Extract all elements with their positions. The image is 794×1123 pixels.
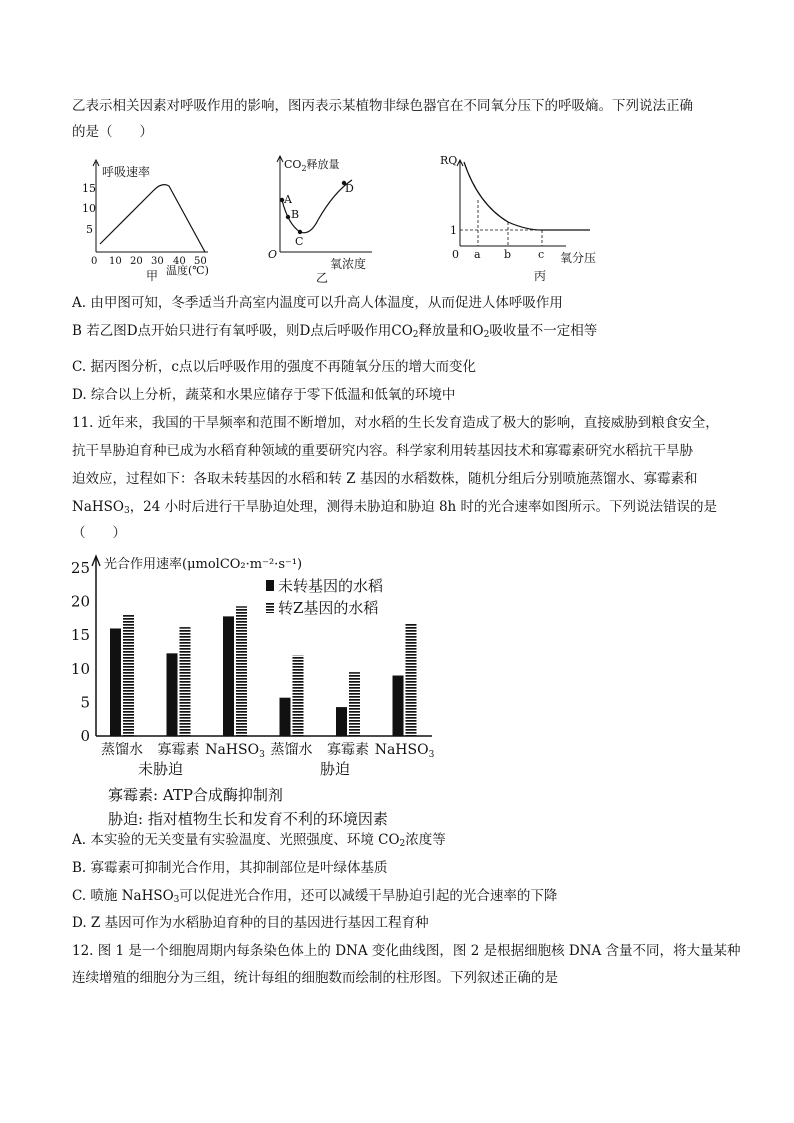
bing-one: 1: [450, 224, 457, 237]
x-category-label: 寡霉素: [157, 742, 200, 758]
y-tick-label: 15: [70, 626, 90, 645]
bar-transgenic: [236, 606, 247, 736]
jia-ytick: 5: [86, 223, 93, 236]
jia-xlabel: 温度(℃): [166, 264, 209, 277]
jia-caption: 甲: [146, 269, 159, 282]
jia-ylabel: 呼吸速率: [102, 165, 151, 179]
jia-ytick: 10: [82, 202, 96, 215]
y-tick-label: 5: [80, 693, 90, 712]
q11-stem-line4: NaHSO$_3$，24 小时后进行干旱胁迫处理，测得未胁迫和胁迫 8h 时的光合速率如图所示。下列说法错误的是: [72, 499, 718, 516]
figure-jia: [80, 152, 250, 282]
q11-stem-line5: （ ）: [72, 525, 126, 541]
figure-yi: [262, 152, 392, 287]
yi-curve: [282, 180, 352, 233]
group-label-unstressed: 未胁迫: [138, 760, 184, 778]
q11-option-d[interactable]: D. Z 基因可作为水稻胁迫育种的目的基因进行基因工程育种: [72, 915, 429, 931]
jia-xtick: 40: [173, 256, 186, 267]
bing-caption: 丙: [534, 269, 547, 283]
legend-non-transgenic: 未转基因的水稻: [278, 577, 384, 595]
bing-xtick: c: [538, 248, 545, 261]
jia-curve: [100, 185, 205, 252]
bar-non-transgenic: [167, 653, 178, 736]
figure-bing: [438, 152, 613, 287]
bing-xtick: b: [504, 248, 512, 261]
q10-option-b[interactable]: B 若乙图D点开始只进行有氧呼吸，则D点后呼吸作用$CO_2$释放量和$O_2$吸收量不一定相等: [72, 323, 598, 340]
jia-ytick: 15: [82, 182, 96, 195]
yi-ylabel: $CO_2$释放量: [284, 158, 340, 173]
bing-xlabel: 氧分压: [560, 251, 597, 265]
bing-xtick: a: [474, 248, 481, 261]
bar-transgenic: [406, 624, 417, 736]
jia-xtick: 0: [91, 256, 98, 267]
chart-note-stress: 胁迫: 指对植物生长和发育不利的环境因素: [108, 810, 388, 828]
bar-non-transgenic: [336, 707, 347, 736]
bar-transgenic: [123, 615, 134, 736]
legend-transgenic: 转Z基因的水稻: [278, 599, 379, 617]
q11-stem-line2: 抗干旱胁迫育种已成为水稻育种领域的重要研究内容。科学家利用转基因技术和寡霉素研究水稻抗干旱胁: [72, 443, 693, 459]
bar-non-transgenic: [280, 698, 291, 736]
yi-xlabel: 氧浓度: [330, 257, 367, 271]
x-category-label: NaHSO$_3$: [205, 742, 265, 760]
q10-stem-line2: 的是（ ）: [72, 124, 153, 140]
q11-option-b[interactable]: B. 寡霉素可抑制光合作用，其抑制部位是叶绿体基质: [72, 860, 388, 876]
yi-caption: 乙: [316, 271, 329, 285]
bar-non-transgenic: [223, 616, 234, 736]
q11-option-c[interactable]: C. 喷施 NaHSO$_3$可以促进光合作用，还可以减缓干旱胁迫引起的光合速率的下降: [72, 888, 558, 905]
legend-swatch-transgenic: [266, 602, 274, 613]
yi-point-b: B: [291, 208, 300, 221]
bar-transgenic: [293, 655, 304, 736]
bar-transgenic: [349, 672, 360, 736]
bar-non-transgenic: [393, 676, 404, 736]
jia-xtick: 50: [194, 256, 207, 267]
x-category-label: 蒸馏水: [101, 742, 143, 758]
y-tick-label: 25: [70, 559, 90, 577]
jia-xtick: 30: [151, 256, 164, 267]
x-category-label: NaHSO$_3$: [374, 742, 435, 760]
yi-origin: O: [268, 248, 278, 261]
x-category-label: 寡霉素: [327, 742, 369, 758]
bar-non-transgenic: [110, 628, 121, 736]
bing-ylabel: RQ: [440, 154, 458, 167]
q10-stem-line1: 乙表示相关因素对呼吸作用的影响，图丙表示某植物非绿色器官在不同氧分压下的呼吸熵。下列说法正确: [72, 98, 693, 114]
q10-option-c[interactable]: C. 据丙图分析，c点以后呼吸作用的强度不再随氧分压的增大而变化: [72, 359, 476, 375]
q12-stem-line1: 12. 图 1 是一个细胞周期内每条染色体上的 DNA 变化曲线图，图 2 是根据细胞核 DNA 含量不同，将大量某种: [72, 943, 741, 959]
bing-origin: 0: [452, 248, 459, 261]
jia-xtick: 10: [109, 256, 122, 267]
yi-point-c: C: [295, 235, 304, 248]
chart-ylabel: 光合作用速率(μmolCO₂·m⁻²·s⁻¹): [104, 557, 303, 572]
q11-option-a[interactable]: A. 本实验的无关变量有实验温度、光照强度、环境 $CO_2$浓度等: [72, 832, 446, 849]
chart-note-oligomycin: 寡霉素: ATP合成酶抑制剂: [108, 786, 283, 804]
bing-curve: [464, 162, 590, 230]
photosynthesis-bar-chart: [70, 546, 440, 830]
y-tick-label: 10: [70, 659, 90, 678]
q12-stem-line2: 连续增殖的细胞分为三组，统计每组的细胞数而绘制的柱形图。下列叙述正确的是: [72, 970, 558, 986]
x-category-label: 蒸馏水: [270, 742, 313, 758]
bar-transgenic: [180, 627, 191, 736]
legend-swatch-non-transgenic: [266, 580, 274, 591]
y-tick-label: 20: [70, 592, 90, 611]
yi-point-a: A: [284, 193, 292, 206]
y-tick-label: 0: [80, 727, 90, 745]
q10-option-a[interactable]: A. 由甲图可知，冬季适当升高室内温度可以升高人体温度，从而促进人体呼吸作用: [72, 295, 563, 311]
yi-point-d: D: [345, 182, 354, 195]
jia-xtick: 20: [130, 256, 143, 267]
q11-stem-line3: 迫效应，过程如下：各取未转基因的水稻和转 Z 基因的水稻数株，随机分组后分别喷施蒸馏水、寡霉素和: [72, 471, 698, 487]
q10-option-d[interactable]: D. 综合以上分析，蔬菜和水果应储存于零下低温和低氧的环境中: [72, 387, 456, 403]
q11-stem-line1: 11. 近年来，我国的干旱频率和范围不断增加，对水稻的生长发育造成了极大的影响，直接威胁到粮食安全，: [72, 415, 719, 431]
group-label-stressed: 胁迫: [320, 760, 351, 778]
